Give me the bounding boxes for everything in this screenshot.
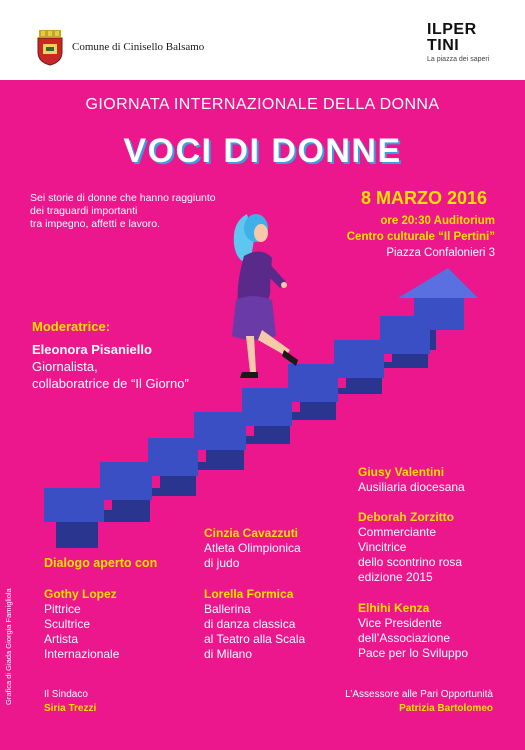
event-date: 8 MARZO 2016: [360, 188, 487, 208]
event-time-place: ore 20:30 Auditorium: [380, 215, 495, 227]
occasion-heading: GIORNATA INTERNAZIONALE DELLA DONNA: [85, 96, 440, 113]
speaker-elhihi-kenza: [358, 601, 468, 661]
speaker-cinzia-cavazzuti: [204, 526, 301, 571]
speaker-giusy-valentini: [358, 465, 465, 495]
logo-line-2: TINI: [427, 37, 460, 54]
mayor-title: Il Sindaco: [44, 689, 88, 700]
speaker-role-line: di judo: [204, 556, 240, 570]
speaker-role-line: Atleta Olimpionica: [204, 541, 301, 555]
speaker-role-line: al Teatro alla Scala: [204, 632, 306, 646]
logo-tagline: La piazza dei saperi: [427, 56, 490, 63]
woman-climbing-figure: [232, 214, 298, 378]
moderator-label: Moderatrice:: [32, 319, 111, 334]
event-address: Piazza Confalonieri 3: [386, 247, 495, 259]
intro-line: Sei storie di donne che hanno raggiunto: [30, 192, 216, 204]
comune-name: Comune di Cinisello Balsamo: [72, 41, 205, 53]
speaker-role-line: Vincitrice: [358, 540, 407, 554]
mayor-name: Siria Trezzi: [44, 703, 97, 714]
speaker-role-line: Ausiliaria diocesana: [358, 480, 465, 494]
dialog-label: Dialogo aperto con: [44, 556, 158, 570]
speaker-role-line: Pace per lo Sviluppo: [358, 646, 469, 660]
speaker-role-line: dello scontrino rosa: [358, 555, 463, 569]
intro-line: dei traguardi importanti: [30, 205, 138, 217]
speaker-name: Deborah Zorzitto: [358, 510, 454, 524]
speaker-role-line: di danza classica: [204, 617, 296, 631]
event-venue: Centro culturale “Il Pertini”: [346, 231, 495, 243]
event-intro: [30, 192, 250, 231]
speaker-name: Gothy Lopez: [44, 587, 117, 601]
speaker-role-line: Ballerina: [204, 602, 251, 616]
speaker-role-line: edizione 2015: [358, 570, 433, 584]
event-details: [347, 213, 495, 261]
moderator-role: [32, 358, 262, 392]
event-title: VOCI DI DONNE: [123, 132, 402, 170]
moderator-role-line: collaboratrice de “Il Giorno”: [32, 376, 189, 391]
speaker-role-line: Scultrice: [44, 617, 91, 631]
speaker-role-line: Vice Presidente: [358, 616, 442, 630]
speaker-role-line: Pittrice: [44, 602, 81, 616]
speaker-name: Cinzia Cavazzuti: [204, 526, 299, 540]
moderator-name: Eleonora Pisaniello: [32, 342, 152, 357]
speaker-lorella-formica: [204, 587, 305, 662]
logo-line-1: ILPER: [427, 21, 477, 38]
mayor-signature: [44, 688, 96, 716]
speaker-deborah-zorzitto: [358, 510, 462, 585]
speaker-name: Elhihi Kenza: [358, 601, 430, 615]
assessor-signature: [345, 688, 493, 716]
assessor-name: Patrizia Bartolomeo: [399, 703, 493, 714]
speaker-role-line: dell’Associazione: [358, 631, 451, 645]
moderator-role-line: Giornalista,: [32, 359, 98, 374]
graphic-credit: Grafica di Giada Giorgia Famigliola: [4, 588, 13, 705]
speaker-role-line: di Milano: [204, 647, 253, 661]
speaker-name: Lorella Formica: [204, 587, 294, 601]
speaker-role-line: Commerciante: [358, 525, 437, 539]
speaker-name: Giusy Valentini: [358, 465, 445, 479]
speaker-gothy-lopez: [44, 587, 119, 662]
assessor-title: L’Assessore alle Pari Opportunità: [345, 689, 493, 700]
speaker-role-line: Internazionale: [44, 647, 120, 661]
intro-line: tra impegno, affetti e lavoro.: [30, 218, 160, 230]
speaker-role-line: Artista: [44, 632, 79, 646]
arrow-head: [398, 268, 478, 298]
